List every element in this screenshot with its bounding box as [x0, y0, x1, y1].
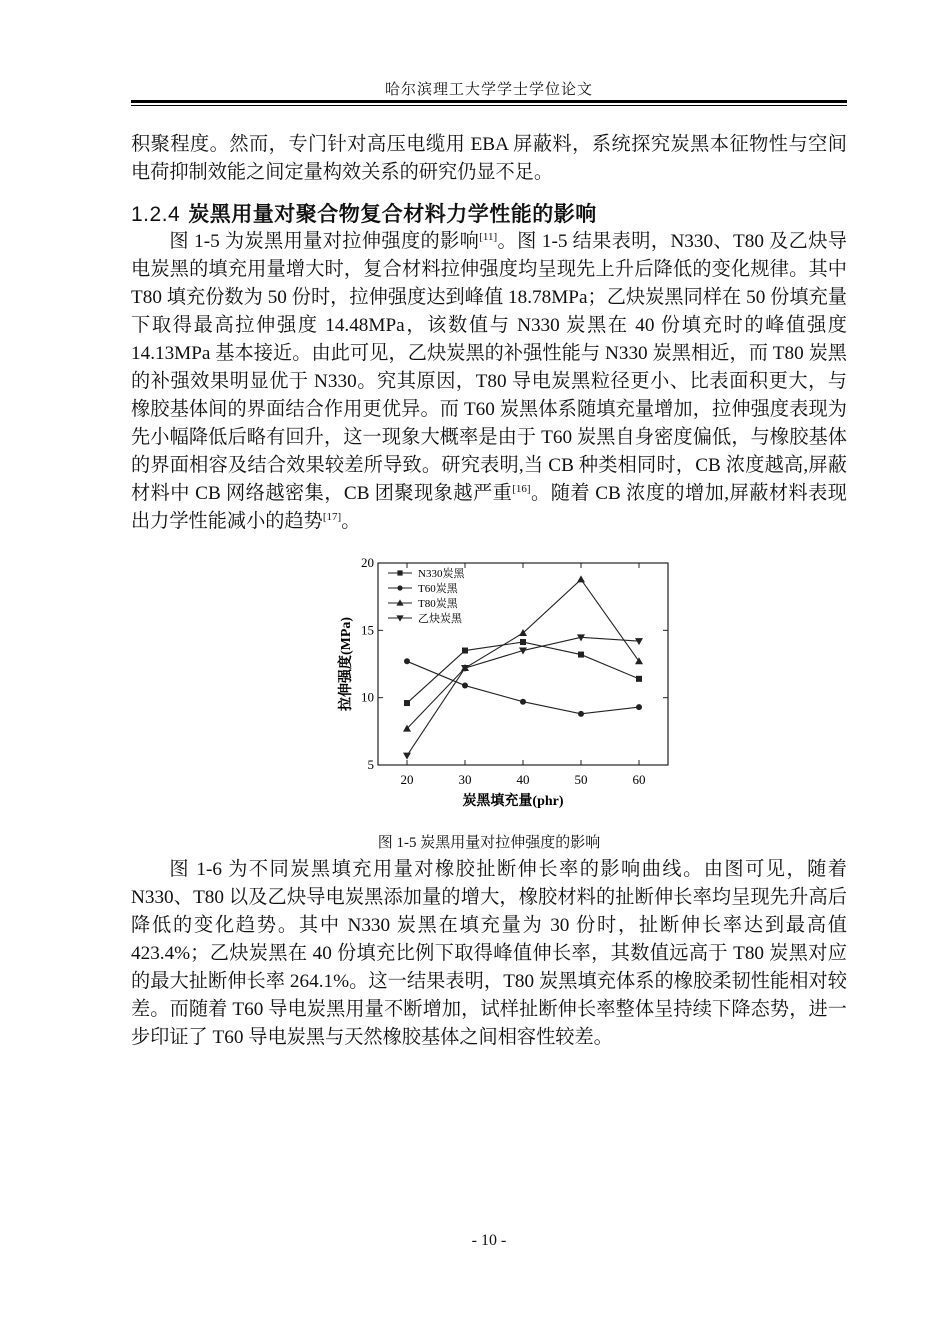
legend-marker — [397, 570, 402, 575]
data-point-2 — [520, 699, 526, 705]
header-rule-thin — [131, 105, 847, 106]
series-line-4 — [407, 637, 639, 755]
data-point-1 — [520, 639, 526, 645]
section-title: 炭黑用量对聚合物复合材料力学性能的影响 — [188, 202, 597, 226]
data-point-1 — [462, 648, 468, 654]
header-rule-thick — [131, 100, 847, 103]
legend-label: N330炭黑 — [418, 568, 465, 580]
p2-text-c: 。随着 CB 浓度的增加,屏蔽材料表现出力学性能减小的趋势 — [131, 483, 847, 532]
y-tick-label: 5 — [367, 757, 374, 772]
data-point-1 — [636, 676, 642, 682]
p2-text-d: 。 — [341, 511, 361, 532]
p2-text-a: 图 1-5 为炭黑用量对拉伸强度的影响 — [169, 231, 480, 252]
citation-17: [17] — [322, 511, 342, 523]
data-point-3 — [635, 657, 643, 664]
x-tick-label: 50 — [574, 772, 588, 787]
page-number: - 10 - — [471, 1232, 507, 1249]
paragraph-tensile-strength — [131, 228, 847, 536]
x-tick-label: 60 — [632, 772, 646, 787]
figure-caption: 图 1-5 炭黑用量对拉伸强度的影响 — [377, 835, 601, 851]
y-axis-label: 拉伸强度(MPa) — [339, 616, 354, 712]
legend-label: 乙炔炭黑 — [418, 613, 462, 625]
citation-16: [16] — [512, 483, 531, 495]
citation-11: [11] — [479, 231, 498, 243]
y-tick-label: 15 — [361, 622, 374, 638]
paragraph-continuation: 积聚程度。然而，专门针对高压电缆用 EBA 屏蔽料，系统探究炭黑本征物性与空间电荷抑制效能之间定量构效关系的研究仍显不足。 — [131, 134, 847, 183]
x-tick-label: 20 — [400, 772, 414, 787]
running-header: 哈尔滨理工大学学士学位论文 — [384, 82, 593, 98]
section-heading — [131, 198, 597, 228]
y-tick-label: 20 — [361, 555, 374, 570]
x-tick-label: 30 — [458, 772, 472, 787]
data-point-3 — [577, 575, 585, 582]
data-point-1 — [404, 700, 410, 706]
series-line-2 — [407, 661, 639, 714]
data-point-2 — [404, 658, 410, 664]
data-point-1 — [578, 652, 584, 658]
legend-marker — [397, 585, 402, 590]
data-point-4 — [635, 638, 643, 645]
p2-text-b: 。图 1-5 结果表明，N330、T80 及乙炔导电炭黑的填充用量增大时，复合材料拉伸强度均呈现先上升后降低的变化规律。其中 T80 填充份数为 50 份时，拉伸强度达到峰值 18.78MPa；乙炔炭黑同样在 50 份填充量下取得最高拉伸强度 14.48MPa，该数值与 N330 炭黑在 40 份填充时的峰值强度 14.13MPa 基本接近。由此可见，乙炔炭黑的补强性能与 N330 炭黑相近，而 T80 炭黑的补强效果明显优于 N330。究其原因，T80 导电炭黑粒径更小、比表面积更大，与橡胶基体间的界面结合作用更优异。而 T60 炭黑体系随填充量增加，拉伸强度表现为先小幅降低后略有回升，这一现象大概率是由于 T60 炭黑自身密度偏低，与橡胶基体的界面相容及结合效果较差所导致。研究表明,当 CB 种类相同时，CB 浓度越高,屏蔽材料中 CB 网络越密集，CB 团聚现象越严重 — [131, 231, 847, 504]
section-number: 1.2.4 — [131, 203, 181, 226]
chart-svg — [328, 548, 678, 810]
legend-label: T60炭黑 — [418, 583, 458, 595]
paragraph-elongation: 图 1-6 为不同炭黑填充用量对橡胶扯断伸长率的影响曲线。由图可见，随着 N330、T80 以及乙炔导电炭黑添加量的增大，橡胶材料的扯断伸长率均呈现先升高后降低的变化趋势。其中 N330 炭黑在填充量为 30 份时，扯断伸长率达到最高值 423.4%；乙炔炭黑在 40 份填充比例下取得峰值伸长率，其数值远高于 T80 炭黑对应的最大扯断伸长率 264.1%。这一结果表明，T80 炭黑填充体系的橡胶柔韧性能相对较差。而随着 T60 导电炭黑用量不断增加，试样扯断伸长率整体呈持续下降态势，进一步印证了 T60 导电炭黑与天然橡胶基体之间相容性较差。 — [131, 859, 847, 1048]
data-point-2 — [462, 683, 468, 689]
data-point-2 — [636, 704, 642, 710]
y-tick-label: 10 — [361, 689, 374, 705]
figure-tensile-chart — [328, 548, 678, 810]
x-axis-label: 炭黑填充量(phr) — [462, 794, 564, 809]
data-point-2 — [578, 711, 584, 717]
legend-label: T80炭黑 — [418, 598, 458, 610]
data-point-4 — [403, 753, 411, 760]
x-tick-label: 40 — [516, 772, 530, 787]
